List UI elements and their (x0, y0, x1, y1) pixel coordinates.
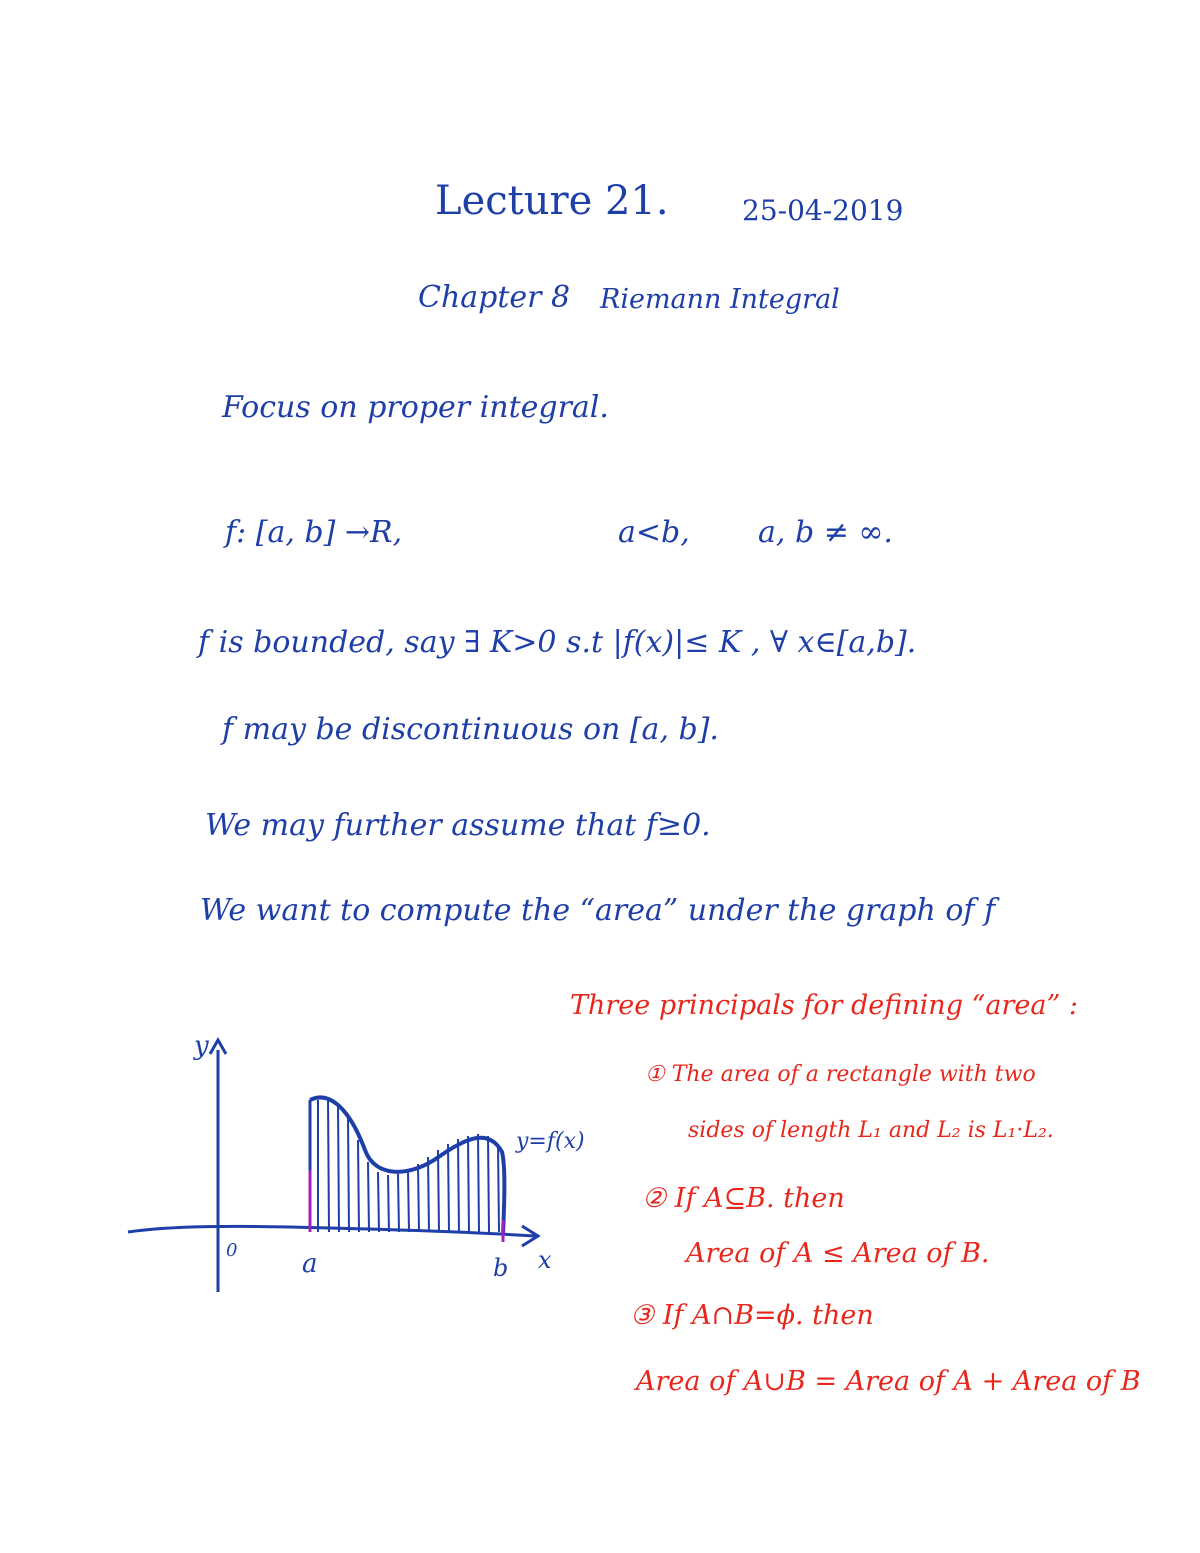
principle-3-line-2: Area of A∪B = Area of A + Area of B (636, 1366, 1141, 1397)
principle-3-line-1: ③ If A∩B=ϕ. then (630, 1300, 874, 1331)
lecture-title: Lecture 21. (435, 178, 669, 224)
x-axis (128, 1226, 535, 1236)
focus-note: Focus on proper integral. (222, 390, 609, 425)
finite-condition: a, b ≠ ∞. (758, 515, 893, 550)
principles-heading: Three principals for defining “area” : (570, 990, 1078, 1021)
y-axis-label: y (194, 1031, 209, 1061)
bounded-statement: f is bounded, say ∃ K>0 s.t |f(x)|≤ K , ∀ x∈[a,b]. (198, 625, 917, 660)
lecture-date: 25-04-2019 (742, 194, 904, 227)
area-hatching (318, 1098, 499, 1232)
assumption-statement: We may further assume that f≥0. (205, 808, 711, 843)
area-under-curve-sketch (110, 1020, 610, 1310)
chapter-topic: Riemann Integral (600, 284, 840, 315)
curve-label: y=f(x) (516, 1129, 585, 1154)
area-goal-statement: We want to compute the “area” under the graph of f (200, 893, 996, 928)
a-label: a (302, 1249, 318, 1279)
order-condition: a<b, (618, 515, 690, 550)
principle-2-line-1: ② If A⊆B. then (642, 1183, 845, 1214)
function-definition: f: [a, b] →R, (225, 515, 403, 550)
discontinuous-statement: f may be discontinuous on [a, b]. (222, 712, 719, 747)
b-label: b (493, 1254, 509, 1282)
principle-1-line-1: ① The area of a rectangle with two (645, 1062, 1036, 1087)
chapter-label: Chapter 8 (418, 280, 571, 315)
principle-1-line-2: sides of length L₁ and L₂ is L₁·L₂. (688, 1118, 1054, 1143)
principle-2-line-2: Area of A ≤ Area of B. (686, 1238, 990, 1269)
origin-label: 0 (226, 1240, 238, 1261)
x-axis-label: x (538, 1246, 552, 1274)
